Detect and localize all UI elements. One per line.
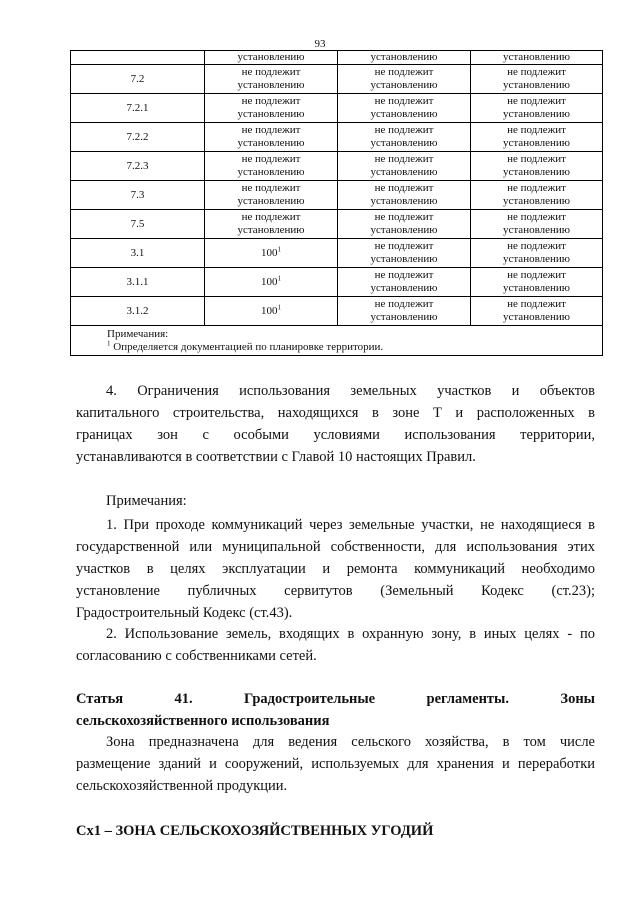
note-2	[76, 623, 595, 667]
text-line: Примечания:	[106, 493, 187, 509]
table-row	[71, 65, 603, 94]
table-cell	[338, 268, 471, 297]
table-row	[71, 297, 603, 326]
cell-line: не подлежит	[241, 66, 301, 78]
table-cell	[471, 123, 603, 152]
footnote-mark: 1	[277, 244, 281, 253]
cell-line: не подлежит	[507, 153, 566, 165]
cell-line: установлению	[370, 137, 438, 149]
text-line: установление публичных сервитутов (Земельный Кодекс (ст.23);	[76, 583, 595, 599]
cell-line: установлению	[370, 253, 438, 265]
table-cell	[338, 94, 471, 123]
page-number: 93	[314, 38, 326, 50]
cell-value: 100	[261, 246, 278, 259]
table-cell	[338, 65, 471, 94]
table-row	[71, 239, 603, 268]
text-line: Сх1 – ЗОНА СЕЛЬСКОХОЗЯЙСТВЕННЫХ УГОДИЙ	[76, 823, 434, 839]
table-notes-row	[71, 326, 603, 356]
land-use-code: 7.2.1	[71, 94, 205, 123]
cell-line: не подлежит	[374, 240, 434, 252]
article-heading	[76, 688, 595, 732]
table-cell	[471, 65, 603, 94]
footnote-mark: 1	[277, 273, 281, 282]
cell-value: 100	[261, 275, 278, 288]
cell-line: установлению	[370, 311, 438, 323]
land-use-code: 7.2	[71, 65, 205, 94]
footnote-text: Определяется документацией по планировке территории.	[110, 341, 384, 353]
table-cell: установлению	[471, 51, 603, 65]
note-1	[76, 514, 595, 624]
text-line: сельскохозяйственной продукции.	[76, 778, 288, 794]
table-row	[71, 268, 603, 297]
cell-line: не подлежит	[507, 182, 566, 194]
cell-line: установлению	[502, 137, 570, 149]
cell-line: не подлежит	[241, 95, 301, 107]
cell-line: установлению	[502, 253, 570, 265]
table-row	[71, 152, 603, 181]
cell-line: не подлежит	[507, 124, 566, 136]
text-line: границах зон с особыми условиями использования территории,	[76, 427, 595, 443]
table-cell	[471, 181, 603, 210]
regulations-table	[70, 50, 603, 356]
table-row	[71, 123, 603, 152]
cell-line: установлению	[237, 79, 305, 91]
notes-heading	[76, 490, 595, 512]
footnote-mark: 1	[107, 339, 111, 348]
paragraph-4	[76, 380, 595, 468]
table-cell	[205, 268, 338, 297]
text-line: капитального строительства, находящихся в зоне Т и расположенных в	[76, 405, 595, 421]
cell-line: не подлежит	[241, 211, 301, 223]
table-cell	[471, 210, 603, 239]
cell-line: установлению	[237, 224, 305, 236]
cell-line: установлению	[370, 166, 438, 178]
table-cell	[205, 65, 338, 94]
table-cell	[471, 239, 603, 268]
article-text	[76, 731, 595, 797]
cell-line: не подлежит	[241, 182, 301, 194]
cell-line: не подлежит	[374, 153, 434, 165]
table-cell	[338, 123, 471, 152]
text-line: 2. Использование земель, входящих в охранную зону, в иных целях - по	[106, 626, 595, 642]
table-cell	[205, 123, 338, 152]
cell-line: установлению	[502, 224, 570, 236]
cell-line: установлению	[237, 137, 305, 149]
cell-line: установлению	[237, 166, 305, 178]
table-cell	[205, 152, 338, 181]
land-use-code: 3.1.2	[71, 297, 205, 326]
cell-line: не подлежит	[374, 298, 434, 310]
table-cell	[471, 152, 603, 181]
text-line: Зона предназначена для ведения сельского хозяйства, в том числе	[106, 734, 595, 750]
table-cell	[205, 239, 338, 268]
table-row	[71, 210, 603, 239]
cell-line: установлению	[237, 195, 305, 207]
cell-line: установлению	[502, 311, 570, 323]
table-cell: установлению	[338, 51, 471, 65]
land-use-code: 7.3	[71, 181, 205, 210]
text-line: размещение зданий и сооружений, используемых для хранения и переработки	[76, 756, 595, 772]
cell-line: не подлежит	[374, 66, 434, 78]
cell-line: не подлежит	[507, 95, 566, 107]
cell-line: не подлежит	[507, 269, 566, 281]
land-use-code: 7.5	[71, 210, 205, 239]
notes-title: Примечания:	[107, 328, 169, 340]
footnote-mark: 1	[277, 302, 281, 311]
cell-line: не подлежит	[374, 269, 434, 281]
cell-line: установлению	[370, 195, 438, 207]
text-line: Статья 41. Градостроительные регламенты. Зоны	[76, 691, 595, 707]
text-line: участков в целях эксплуатации и ремонта коммуникаций необходимо	[76, 561, 595, 577]
table-cell	[338, 152, 471, 181]
cell-line: установлению	[502, 282, 570, 294]
land-use-code: 3.1.1	[71, 268, 205, 297]
cell-line: установлению	[370, 79, 438, 91]
cell-line: не подлежит	[507, 66, 566, 78]
cell-line: установлению	[370, 282, 438, 294]
cell-line: не подлежит	[507, 211, 566, 223]
cell-line: установлению	[502, 79, 570, 91]
cell-line: не подлежит	[241, 124, 301, 136]
cell-line: установлению	[502, 166, 570, 178]
land-use-code: 7.2.2	[71, 123, 205, 152]
table-cell	[471, 94, 603, 123]
table-cell	[471, 268, 603, 297]
table-cell	[471, 297, 603, 326]
table-row	[71, 181, 603, 210]
table-row	[71, 51, 603, 65]
cell-line: установлению	[502, 195, 570, 207]
cell-line: установлению	[370, 108, 438, 120]
table-cell	[205, 210, 338, 239]
table-cell	[338, 210, 471, 239]
table-row	[71, 94, 603, 123]
cell-line: не подлежит	[374, 182, 434, 194]
text-line: согласованию с собственниками сетей.	[76, 648, 317, 664]
table-cell	[338, 297, 471, 326]
table-cell	[205, 181, 338, 210]
text-line: 4. Ограничения использования земельных участков и объектов	[106, 383, 595, 399]
table-cell: установлению	[205, 51, 338, 65]
cell-line: не подлежит	[241, 153, 301, 165]
cell-line: не подлежит	[507, 240, 566, 252]
text-line: государственной или муниципальной собственности, для использования этих	[76, 539, 595, 555]
cell-line: не подлежит	[374, 124, 434, 136]
cell-line: не подлежит	[507, 298, 566, 310]
text-line: сельскохозяйственного использования	[76, 713, 330, 729]
cell-value: 100	[261, 304, 278, 317]
zone-heading	[76, 820, 595, 842]
table-cell	[205, 297, 338, 326]
table-cell	[338, 239, 471, 268]
table-notes	[71, 326, 603, 356]
table-cell	[205, 94, 338, 123]
text-line: Градостроительный Кодекс (ст.43).	[76, 605, 293, 621]
cell-line: не подлежит	[374, 95, 434, 107]
land-use-code: 7.2.3	[71, 152, 205, 181]
land-use-code: 3.1	[71, 239, 205, 268]
cell-line: установлению	[237, 108, 305, 120]
cell-line: установлению	[370, 224, 438, 236]
text-line: 1. При проходе коммуникаций через земельные участки, не находящиеся в	[106, 517, 595, 533]
text-line: устанавливаются в соответствии с Главой 10 настоящих Правил.	[76, 449, 476, 465]
footnote	[107, 341, 602, 354]
table-cell	[338, 181, 471, 210]
table-cell	[71, 51, 205, 65]
cell-line: не подлежит	[374, 211, 434, 223]
cell-line: установлению	[502, 108, 570, 120]
